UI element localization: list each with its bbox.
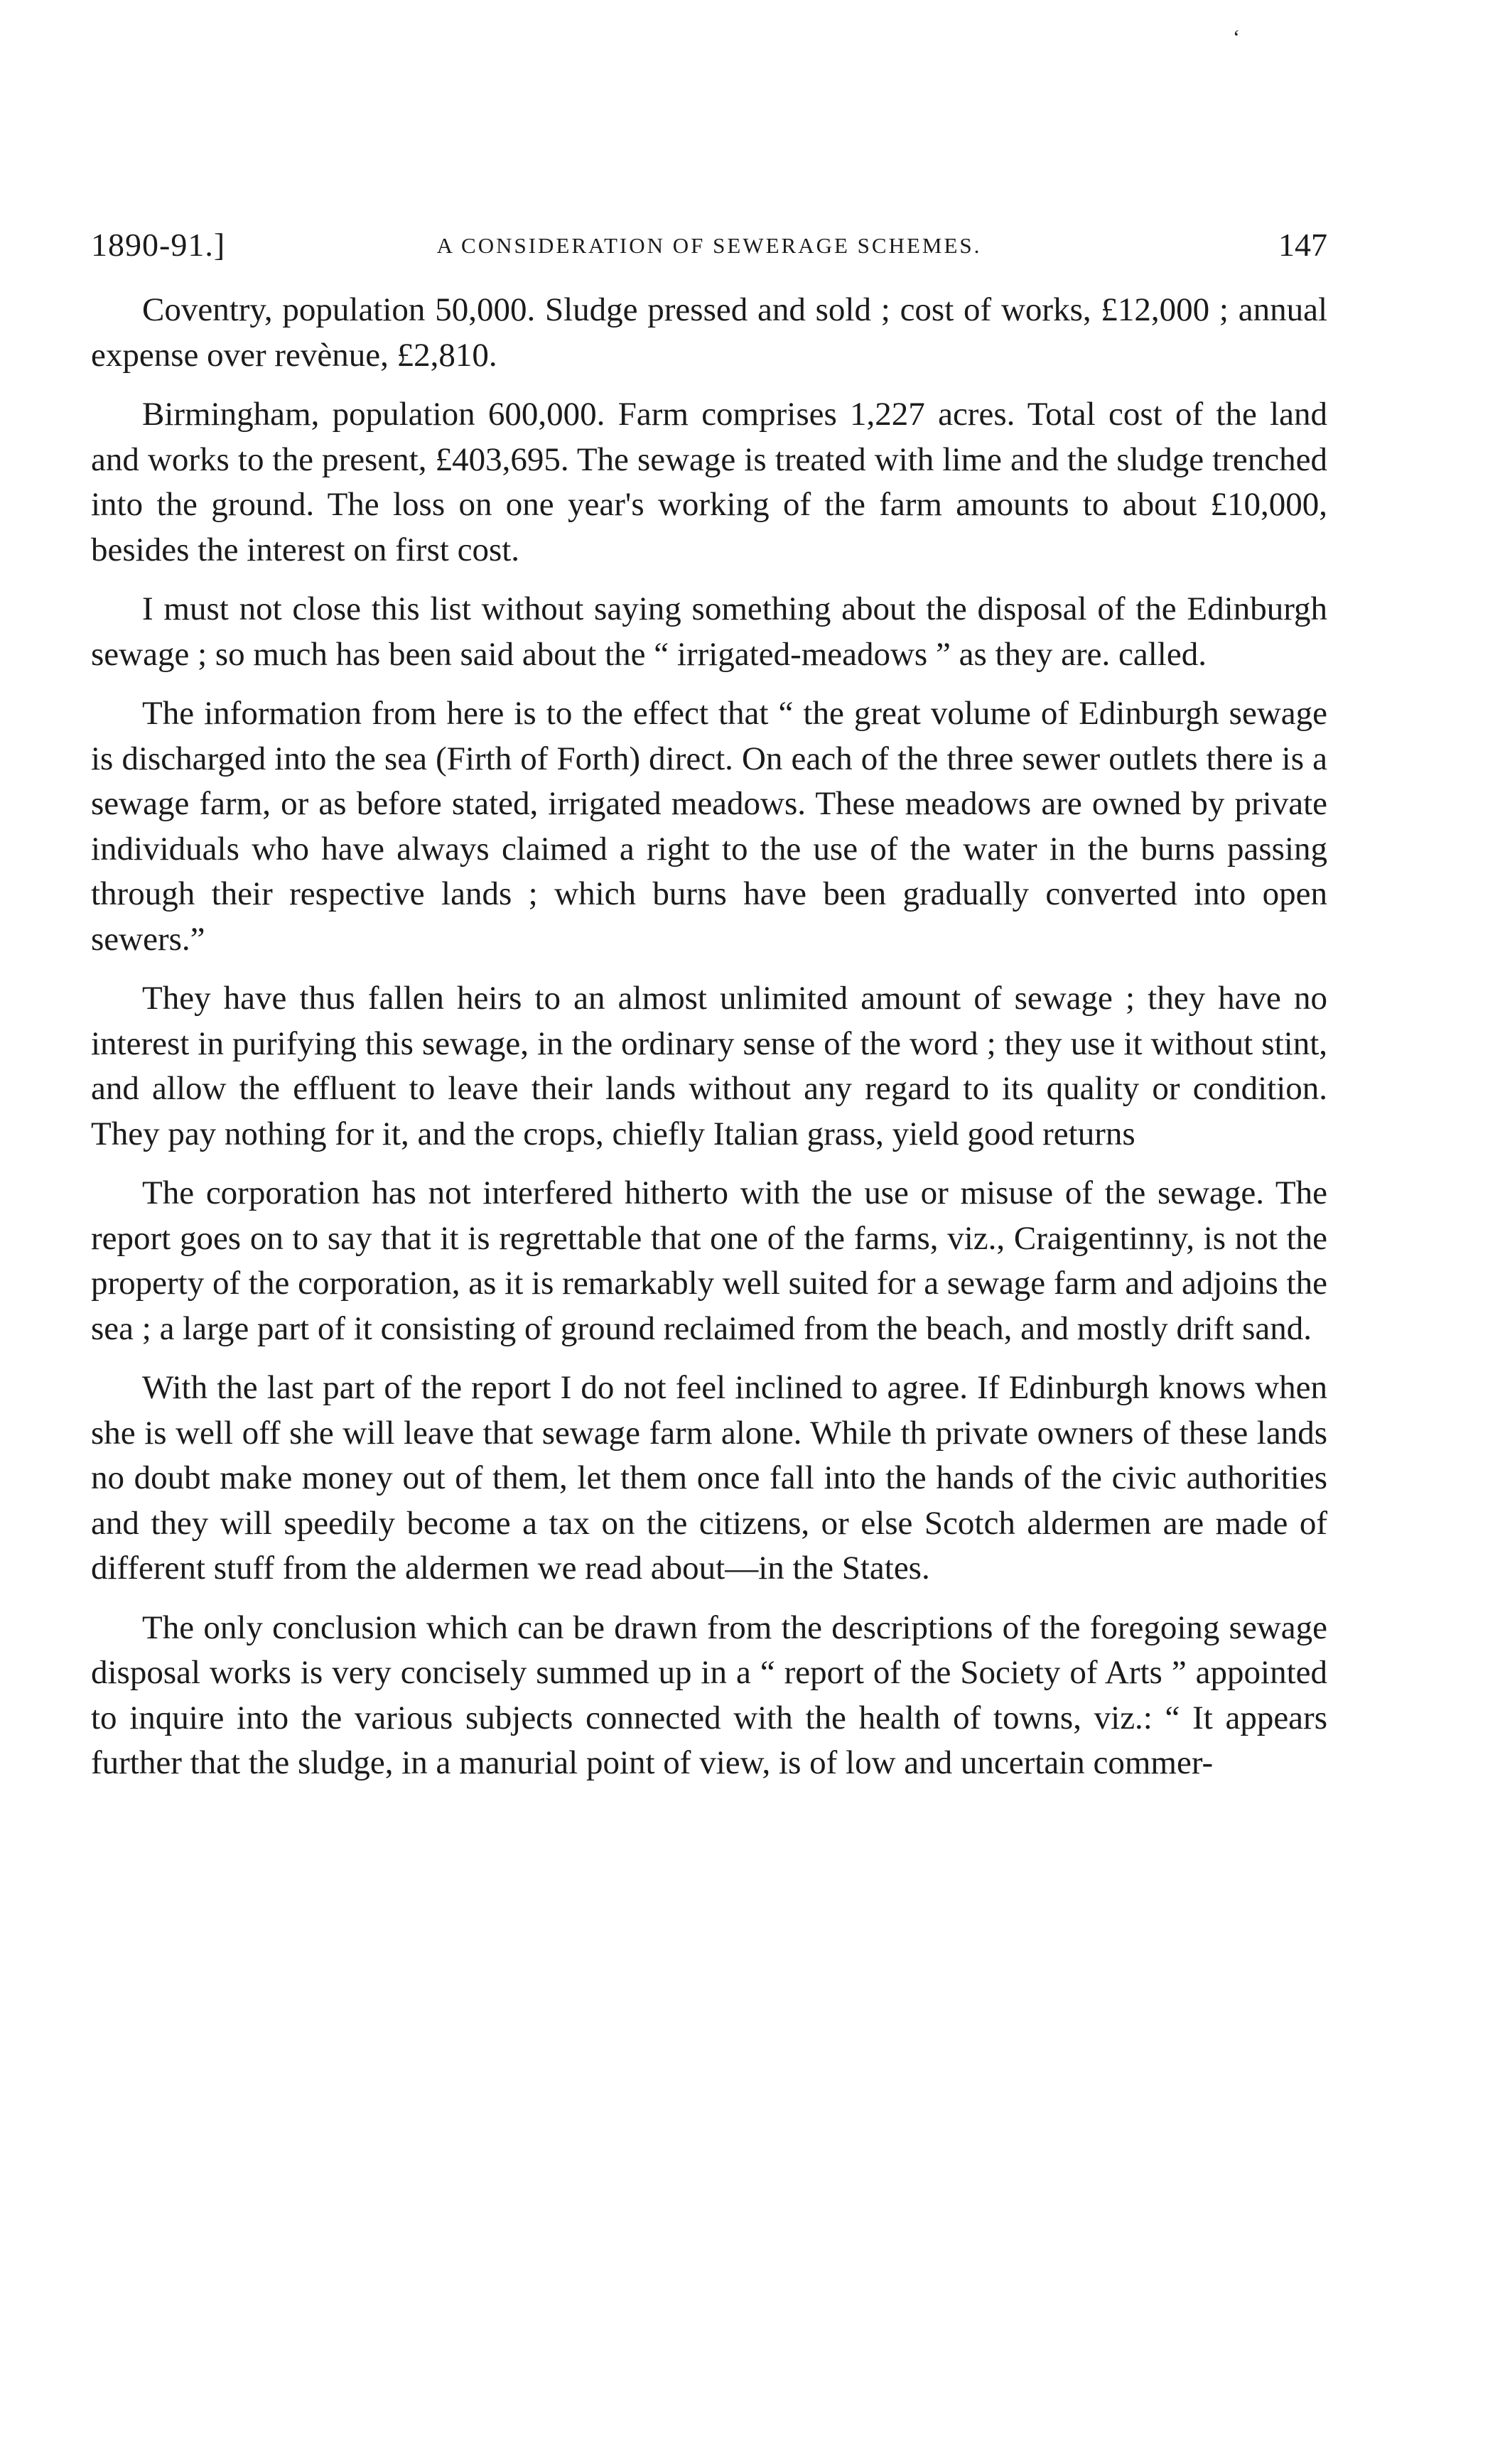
paragraph-disagreement: With the last part of the report I do not feel inclined to agree. If Edinburgh knows when she is well off she will leave that sewage farm alone. While th private owners of these lands no doubt make money out of them, let them once fall into the hands of the civic authorities and they will speedily become a tax on the citizens, or else Scotch aldermen are made of different stuff from the aldermen we read about—in the States. [91, 1369, 1327, 1587]
chapter-title: A CONSIDERATION OF SEWERAGE SCHEMES. [436, 233, 982, 258]
volume-year: 1890-91.] [91, 227, 226, 263]
paragraph-corporation: The corporation has not interfered hitherto with the use or misuse of the sewage. The report goes on to say that it is regrettable that one of the farms, viz., Craigentinny, is not the property of the corporation, as it is remarkably well suited for a sewage farm and adjoins the sea ; a large part of it consisting of ground reclaimed from the beach, and mostly drift sand. [91, 1174, 1327, 1347]
paragraph-sewage-heirs: They have thus fallen heirs to an almost unlimited amount of sewage ; they have no interest in purifying this sewage, in the ordinary sense of the word ; they use it without stint, and allow the effluent to leave their lands without any regard to its quality or condition. They pay nothing for it, and the crops, chiefly Italian grass, yield good returns [91, 980, 1327, 1152]
paragraph-coventry: Coventry, population 50,000. Sludge pressed and sold ; cost of works, £12,000 ; annual expense over revènue, £2,810. [91, 291, 1327, 374]
paragraph-birmingham: Birmingham, population 600,000. Farm comprises 1,227 acres. Total cost of the land and works to the present, £403,695. The sewage is treated with lime and the sludge trenched into the ground. The loss on one year's working of the farm amounts to about £10,000, besides the interest on first cost. [91, 396, 1327, 568]
body-text [91, 288, 1327, 1800]
running-head [91, 226, 1327, 269]
paragraph-conclusion: The only conclusion which can be drawn from the descriptions of the foregoing sewage disposal works is very concisely summed up in a “ report of the Society of Arts ” appointed to inquire into the various subjects connected with the health of towns, viz.: “ It appears further that the sludge, in a manurial point of view, is of low and uncertain commer- [91, 1609, 1327, 1781]
corner-mark: ‘ [1233, 26, 1240, 49]
paragraph-edinburgh-intro: I must not close this list without saying something about the disposal of the Edinburgh sewage ; so much has been said about the “ irrigated-meadows ” as they are. called. [91, 590, 1327, 673]
page-number: 147 [1278, 227, 1327, 263]
paragraph-edinburgh-information: The information from here is to the effect that “ the great volume of Edinburgh sewage is discharged into the sea (Firth of Forth) direct. On each of the three sewer outlets there is a sewage farm, or as before stated, irrigated meadows. These meadows are owned by private individuals who have always claimed a right to the use of the water in the burns passing through their respective lands ; which burns have been gradually converted into open sewers.” [91, 695, 1327, 958]
